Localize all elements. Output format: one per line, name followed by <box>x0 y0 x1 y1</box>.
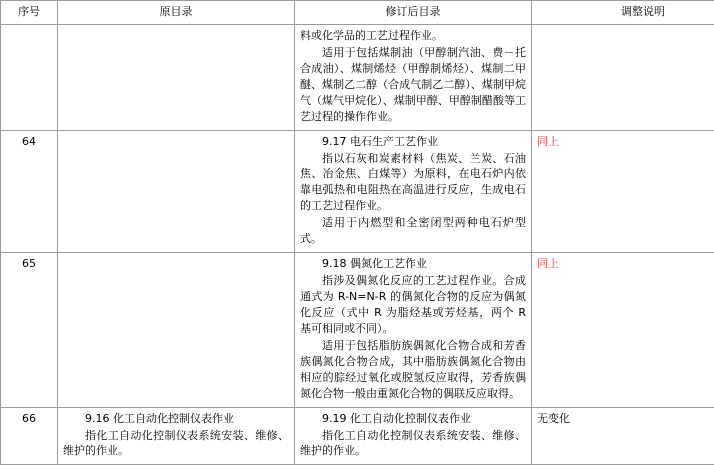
new-catalog-title: 9.19 化工自动化控制仪表作业 <box>300 411 526 427</box>
new-catalog-paragraph: 指以石灰和炭素材料（焦炭、兰炭、石油焦、冶金焦、白煤等）为原料，在电石炉内依靠电弧热和电阻热在高温进行反应，生成电石的工艺过程作业。 <box>300 151 526 215</box>
old-catalog-title: 9.16 化工自动化控制仪表作业 <box>63 411 289 427</box>
new-catalog-cell <box>295 407 532 465</box>
row-number-cell: 65 <box>1 253 58 407</box>
old-catalog-cell <box>58 253 295 407</box>
column-header-new-catalog: 修订后目录 <box>295 1 532 25</box>
adjustment-note-cell: 同上 <box>532 130 714 253</box>
adjustment-note-cell: 同上 <box>532 253 714 407</box>
column-header-adjustment-note: 调整说明 <box>532 1 714 25</box>
column-header-old-catalog: 原目录 <box>58 1 295 25</box>
new-catalog-paragraph: 适用于包括脂肪族偶氮化合物合成和芳香族偶氮化合物合成，其中脂肪族偶氮化合物由相应的腙经过氧化或脱氢反应取得，芳香族偶氮化合物一般由重氮化合物的偶联反应取得。 <box>300 338 526 402</box>
table-row <box>1 130 714 253</box>
table-header <box>1 1 714 25</box>
new-catalog-cell <box>295 24 532 130</box>
column-header-no: 序号 <box>1 1 58 25</box>
table-row <box>1 407 714 465</box>
old-catalog-cell <box>58 24 295 130</box>
table-header-row <box>1 1 714 25</box>
row-number-cell: 66 <box>1 407 58 465</box>
row-number-cell: 64 <box>1 130 58 253</box>
row-number-cell <box>1 24 58 130</box>
new-catalog-paragraph: 适用于包括煤制油（甲醇制汽油、费－托合成油）、煤制烯烃（甲醇制烯烃）、煤制二甲醚、煤制乙二醇（合成气制乙二醇）、煤制甲烷气（煤气甲烷化）、煤制甲醇、甲醇制醋酸等工艺过程的操作作业。 <box>300 45 526 125</box>
old-catalog-cell <box>58 130 295 253</box>
adjustment-note-cell: 无变化 <box>532 407 714 465</box>
table-row <box>1 253 714 407</box>
new-catalog-title: 9.18 偶氮化工艺作业 <box>300 256 526 272</box>
old-catalog-cell <box>58 407 295 465</box>
new-catalog-paragraph: 指涉及偶氮化反应的工艺过程作业。合成通式为 R-N=N-R 的偶氮化合物的反应为偶氮化反应（式中 R 为脂烃基或芳烃基，两个 R 基可相同或不同）。 <box>300 273 526 337</box>
new-catalog-paragraph: 料或化学品的工艺过程作业。 <box>300 28 526 44</box>
adjustment-note-cell <box>532 24 714 130</box>
new-catalog-paragraph: 适用于内燃型和全密闭型两种电石炉型式。 <box>300 215 526 247</box>
new-catalog-cell <box>295 253 532 407</box>
new-catalog-paragraph: 指化工自动化控制仪表系统安装、维修、维护的作业。 <box>300 428 526 460</box>
new-catalog-title: 9.17 电石生产工艺作业 <box>300 134 526 150</box>
new-catalog-cell <box>295 130 532 253</box>
table-row <box>1 24 714 130</box>
table-body <box>1 24 714 464</box>
old-catalog-paragraph: 指化工自动化控制仪表系统安装、维修、维护的作业。 <box>63 428 289 460</box>
